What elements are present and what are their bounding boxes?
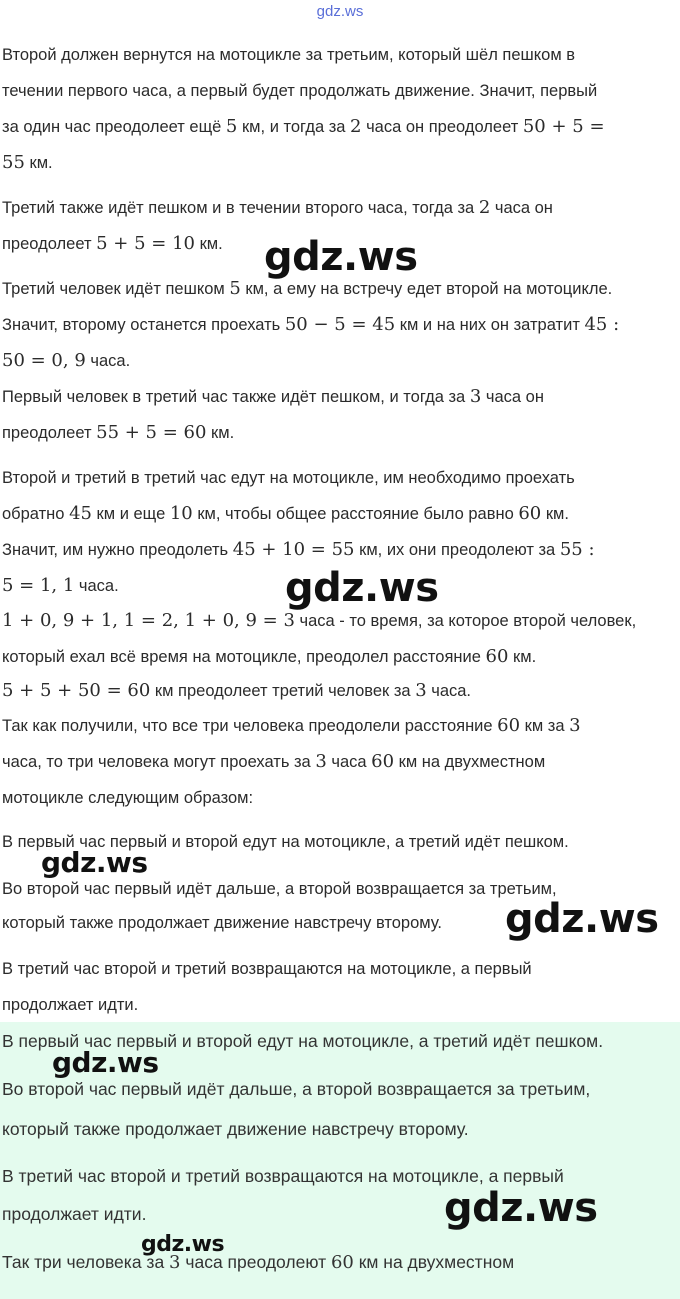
watermark: gdz.ws: [52, 1046, 159, 1079]
text-line: Так три человека за 3 часа преодолеют 60 км на двухместном: [2, 1252, 515, 1273]
watermark: gdz.ws: [141, 1232, 225, 1257]
text-line: который ехал всё время на мотоцикле, преодолел расстояние 60 км.: [2, 646, 537, 667]
text-line: обратно 45 км и еще 10 км, чтобы общее расстояние было равно 60 км.: [2, 503, 569, 524]
text-line: В первый час первый и второй едут на мотоцикле, а третий идёт пешком.: [2, 1031, 604, 1051]
watermark: gdz.ws: [444, 1185, 598, 1231]
text-line: 55 км.: [2, 152, 53, 173]
text-line: Второй и третий в третий час едут на мотоцикле, им необходимо проехать: [2, 469, 575, 487]
text-line: который также продолжает движение навстречу второму.: [2, 914, 442, 932]
text-line: Второй должен вернутся на мотоцикле за третьим, который шёл пешком в: [2, 46, 576, 64]
text-line: В третий час второй и третий возвращаются на мотоцикле, а первый: [2, 1166, 564, 1186]
text-line: Во второй час первый идёт дальше, а второй возвращается за третьим,: [2, 880, 557, 898]
text-line: часа, то три человека могут проехать за 3 часа 60 км на двухместном: [2, 751, 546, 772]
text-line: за один час преодолеет ещё 5 км, и тогда за 2 часа он преодолеет 50 + 5 =: [2, 116, 605, 137]
watermark: gdz.ws: [264, 234, 418, 280]
text-line: преодолеет 5 + 5 = 10 км.: [2, 233, 223, 254]
text-line: Во второй час первый идёт дальше, а второй возвращается за третьим,: [2, 1079, 591, 1099]
watermark: gdz.ws: [285, 565, 439, 611]
watermark: gdz.ws: [41, 846, 148, 879]
text-line: течении первого часа, а первый будет продолжать движение. Значит, первый: [2, 82, 598, 100]
text-line: мотоцикле следующим образом:: [2, 789, 254, 807]
text-line: который также продолжает движение навстречу второму.: [2, 1119, 469, 1139]
text-line: 5 + 5 + 50 = 60 км преодолеет третий человек за 3 часа.: [2, 680, 472, 701]
text-line: В третий час второй и третий возвращаются на мотоцикле, а первый: [2, 960, 532, 978]
text-line: 5 = 1, 1 часа.: [2, 575, 119, 596]
text-line: 50 = 0, 9 часа.: [2, 350, 131, 371]
text-line: Значит, им нужно преодолеть 45 + 10 = 55 км, их они преодолеют за 55 :: [2, 539, 595, 560]
text-line: преодолеет 55 + 5 = 60 км.: [2, 422, 235, 443]
watermark: gdz.ws: [505, 896, 659, 942]
text-line: продолжает идти.: [2, 1204, 147, 1224]
text-line: продолжает идти.: [2, 996, 139, 1014]
text-line: Первый человек в третий час также идёт пешком, и тогда за 3 часа он: [2, 386, 544, 407]
text-line: В первый час первый и второй едут на мотоцикле, а третий идёт пешком.: [2, 833, 569, 851]
text-line: 1 + 0, 9 + 1, 1 = 2, 1 + 0, 9 = 3 часа - то время, за которое второй человек,: [2, 610, 637, 631]
text-line: Третий также идёт пешком и в течении второго часа, тогда за 2 часа он: [2, 197, 553, 218]
site-header-logo[interactable]: gdz.ws: [316, 3, 364, 20]
text-line: Третий человек идёт пешком 5 км, а ему на встречу едет второй на мотоцикле.: [2, 278, 613, 299]
text-line: Значит, второму останется проехать 50 − 5 = 45 км и на них он затратит 45 :: [2, 314, 620, 335]
text-line: Так как получили, что все три человека преодолели расстояние 60 км за 3: [2, 715, 581, 736]
